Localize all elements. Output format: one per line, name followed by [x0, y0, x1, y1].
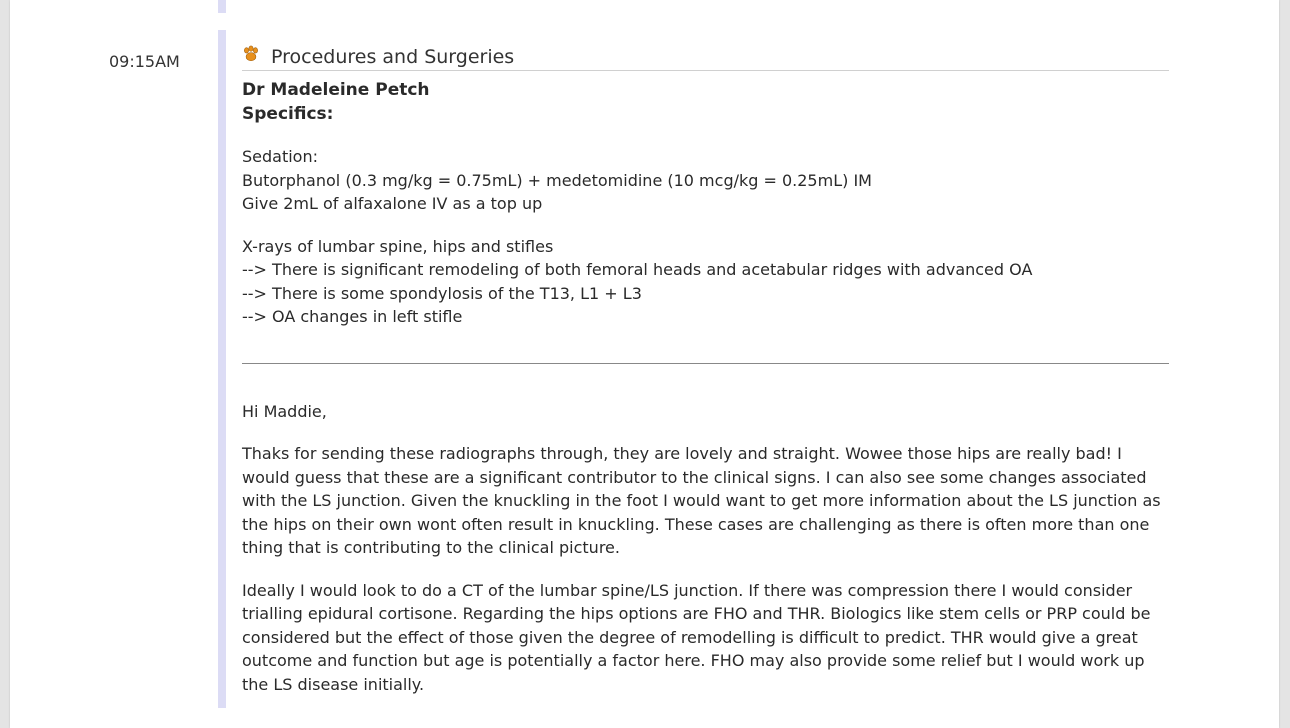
entry-time: 09:15AM — [109, 52, 180, 71]
sedation-line: Give 2mL of alfaxalone IV as a top up — [242, 194, 543, 213]
xray-findings-block — [242, 235, 1169, 329]
sedation-block — [242, 145, 1169, 216]
divider — [242, 363, 1169, 364]
paw-icon — [242, 45, 260, 63]
sedation-line: Butorphanol (0.3 mg/kg = 0.75mL) + medetomidine (10 mcg/kg = 0.25mL) IM — [242, 170, 872, 190]
xray-line: X-rays of lumbar spine, hips and stifles — [242, 236, 554, 256]
timeline-bar — [218, 30, 226, 708]
entry-header — [242, 44, 1169, 71]
clinical-note-entry — [242, 44, 1169, 696]
author-name: Dr Madeleine Petch — [242, 80, 430, 100]
xray-line: --> OA changes in left stifle — [242, 307, 463, 326]
timeline-bar-previous — [218, 0, 226, 13]
notes-page — [10, 0, 1279, 728]
specifics-label: Specifics: — [242, 104, 334, 124]
section-title: Procedures and Surgeries — [271, 46, 515, 68]
letter-greeting: Hi Maddie, — [242, 401, 327, 421]
xray-line: --> There is some spondylosis of the T13, L1 + L3 — [242, 283, 642, 303]
letter-paragraph-2: Ideally I would look to do a CT of the lumbar spine/LS junction. If there was compression there I would consider trialling epidural cortisone. Regarding the hips options are FHO and THR. Biologics like stem cells or PRP could be considered but the effect of those given the degree of remodelling is difficult to predict. THR would give a great outcome and function but age is potentially a factor here. FHO may also provide some relief but I would work up the LS disease initially. — [242, 580, 1151, 694]
letter-paragraph-1: Thaks for sending these radiographs through, they are lovely and straight. Wowee those hips are really bad! I would guess that these are a significant contributor to the clinical signs. I can also see some changes associated with the LS junction. Given the knuckling in the foot I would want to get more information about the LS junction as the hips on their own wont often result in knuckling. These cases are challenging as there is often more than one thing that is contributing to the clinical picture. — [242, 444, 1161, 557]
xray-line: --> There is significant remodeling of both femoral heads and acetabular ridges with advanced OA — [242, 260, 1033, 279]
sedation-line: Sedation: — [242, 147, 318, 166]
